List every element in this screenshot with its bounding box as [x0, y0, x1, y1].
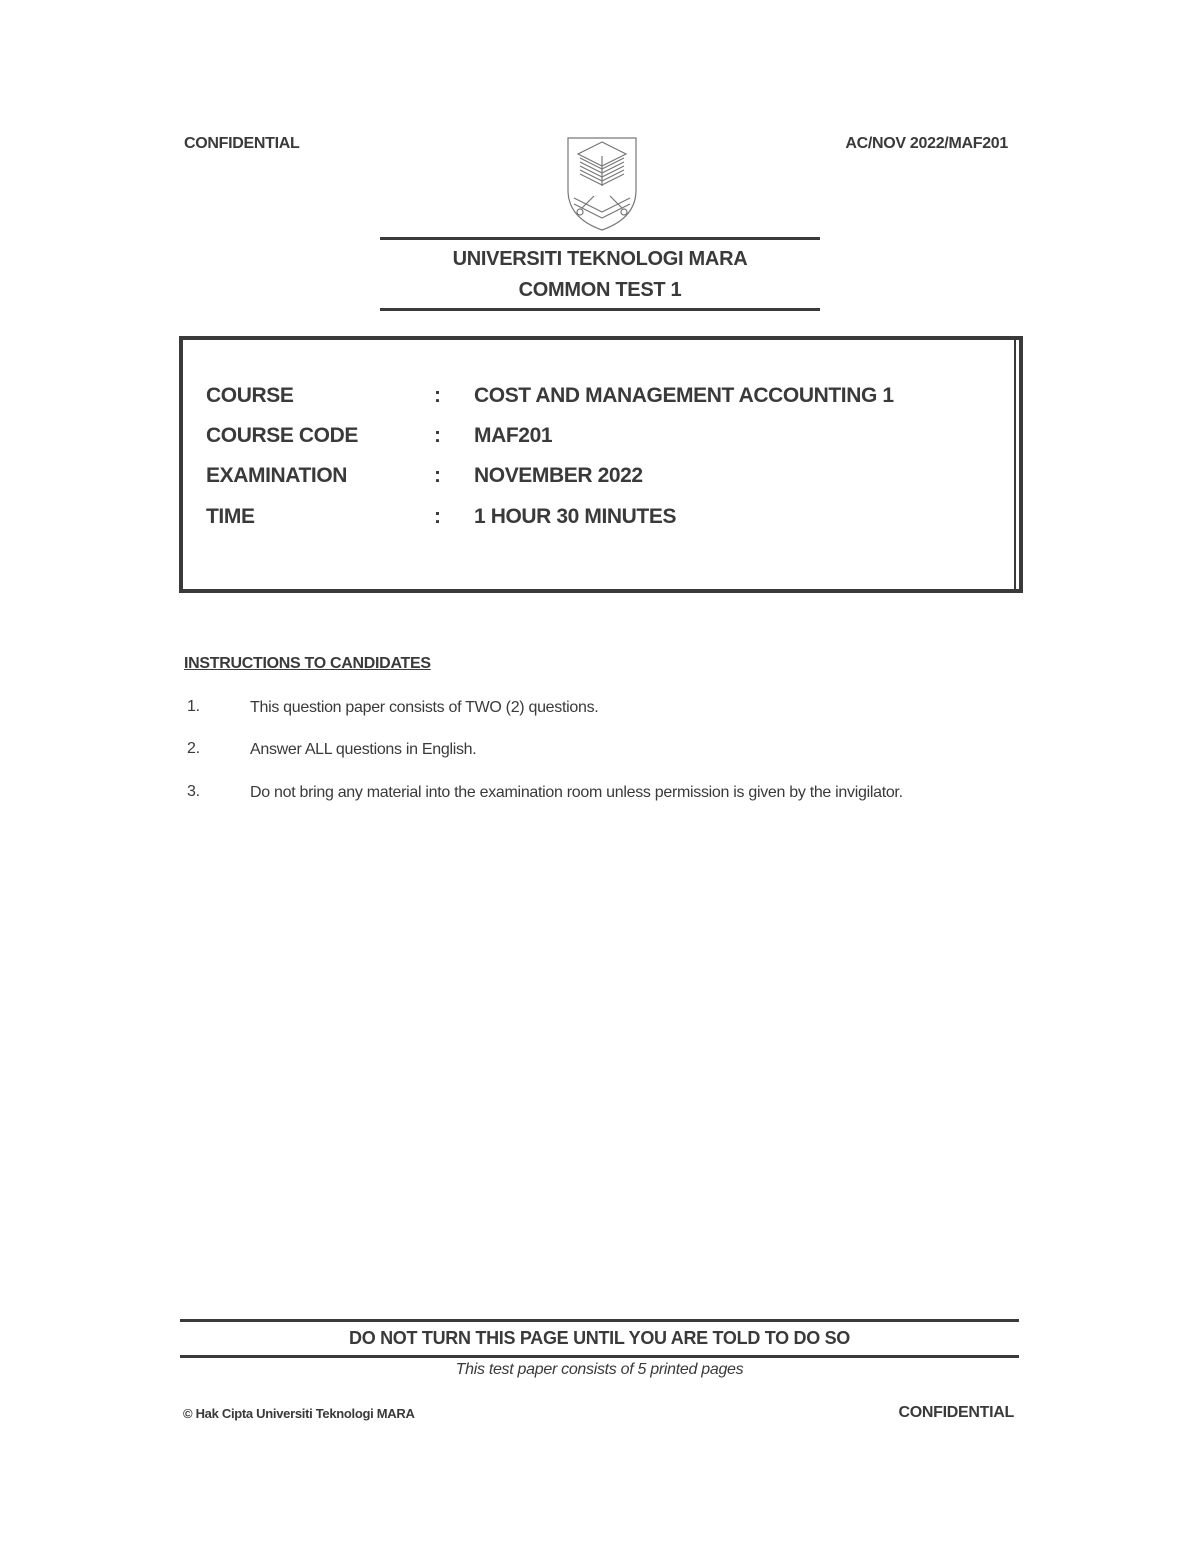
test-title: COMMON TEST 1: [518, 279, 682, 301]
confidential-label-top: CONFIDENTIAL: [184, 135, 300, 152]
university-name: UNIVERSITI TEKNOLOGI MARA: [452, 248, 748, 270]
footer-rule-bottom: [180, 1355, 1019, 1358]
instruction-text: This question paper consists of TWO (2) questions.: [250, 699, 599, 716]
title-rule-top: [380, 237, 820, 240]
copyright-notice: © Hak Cipta Universiti Teknologi MARA: [183, 1406, 415, 1421]
info-colon: :: [434, 424, 441, 447]
info-row-time: [206, 505, 1006, 531]
info-label: COURSE: [206, 384, 294, 407]
do-not-turn-notice: DO NOT TURN THIS PAGE UNTIL YOU ARE TOLD TO DO SO: [349, 1328, 850, 1348]
instructions-heading: INSTRUCTIONS TO CANDIDATES: [184, 655, 431, 672]
info-label: COURSE CODE: [206, 424, 358, 447]
info-colon: :: [434, 464, 441, 487]
info-row-examination: [206, 464, 1006, 490]
info-row-course: [206, 384, 1006, 410]
info-value: MAF201: [474, 424, 553, 447]
instruction-text: Do not bring any material into the examination room unless permission is given by the invigilator.: [250, 784, 903, 801]
info-colon: :: [434, 384, 441, 407]
instruction-text: Answer ALL questions in English.: [250, 741, 477, 758]
footer-rule-top: [180, 1319, 1019, 1322]
info-value: NOVEMBER 2022: [474, 464, 643, 487]
instruction-number: 3.: [187, 783, 200, 800]
university-crest-icon: [560, 134, 644, 232]
instruction-number: 2.: [187, 740, 200, 757]
instruction-number: 1.: [187, 698, 200, 715]
info-value: 1 HOUR 30 MINUTES: [474, 505, 677, 528]
info-value: COST AND MANAGEMENT ACCOUNTING 1: [474, 384, 894, 407]
confidential-label-bottom: CONFIDENTIAL: [898, 1404, 1014, 1421]
info-label: TIME: [206, 505, 255, 528]
title-rule-bottom: [380, 308, 820, 311]
page-count-note: This test paper consists of 5 printed pages: [455, 1361, 744, 1378]
info-row-course-code: [206, 424, 1006, 450]
info-label: EXAMINATION: [206, 464, 348, 487]
info-colon: :: [434, 505, 441, 528]
paper-code: AC/NOV 2022/MAF201: [845, 135, 1008, 152]
